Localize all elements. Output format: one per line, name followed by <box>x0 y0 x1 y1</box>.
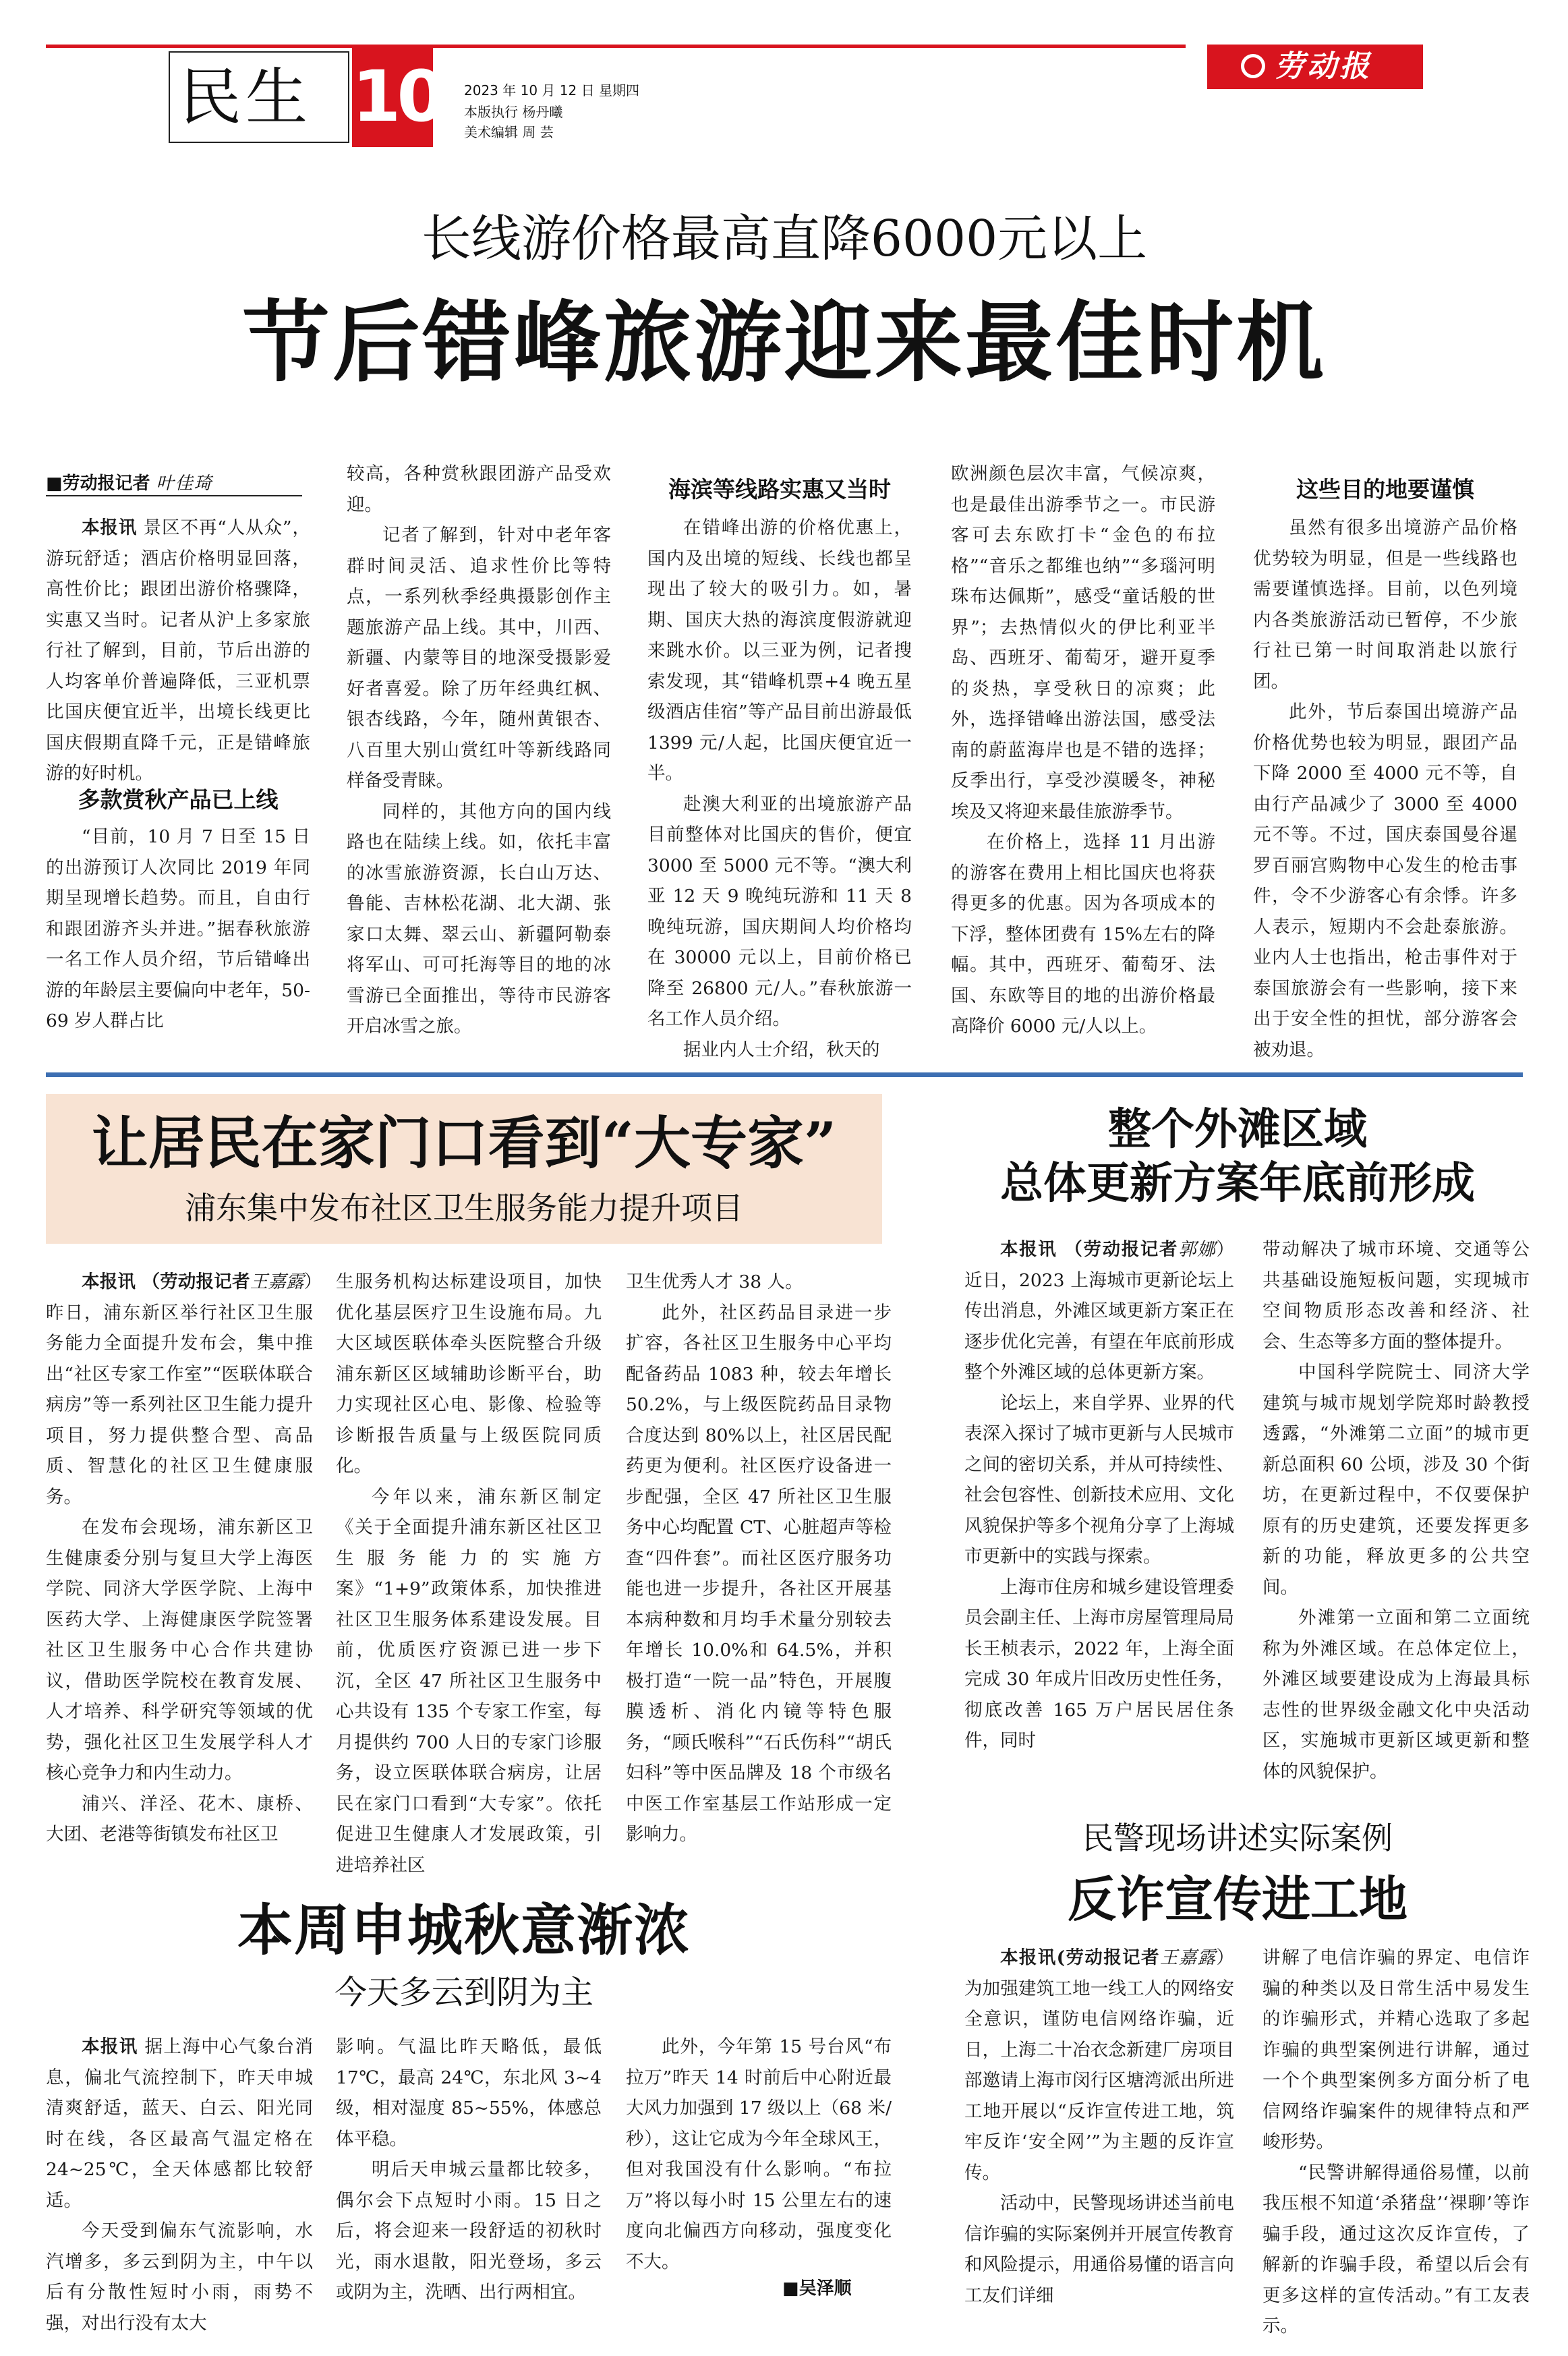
paragraph: 较高，各种赏秋跟团游产品受欢迎。 <box>347 463 611 515</box>
paragraph: 虽然有很多出境游产品价格优势较为明显，但是一些线路也需要谨慎选择。目前，以色列境内各类旅游活动已暂停，不少旅行社已第一时间取消赴以旅行团。 <box>1253 517 1517 692</box>
paragraph: 记者了解到，针对中老年客群时间灵活、追求性价比等特点，一系列秋季经典摄影创作主题旅游产品上线。其中，川西、新疆、内蒙等目的地深受摄影爱好者喜爱。除了历年经典红枫、银杏线路，今年，随州黄银杏、八百里大别山赏红叶等新线路同样备受青睐。 <box>347 525 611 791</box>
byline-name: 叶佳琦 <box>156 473 213 494</box>
paragraph: 外滩第一立面和第二立面统称为外滩区域。在总体定位上，外滩区域要建设成为上海最具标志性的世界级金融文化中央活动区，实施城市更新区域更新和整体的风貌保护。 <box>1262 1607 1530 1782</box>
article3-col1 <box>964 1234 1234 1756</box>
article3-col2 <box>1262 1234 1530 1787</box>
paragraph: ）昨日，浦东新区举行社区卫生服务能力全面提升发布会，集中推出“社区专家工作室”“医联体联合病房”等一系列社区卫生能力提升项目，努力提供整合型、高品质、智慧化的社区卫生健康服务。 <box>46 1271 314 1507</box>
top-red-rule <box>46 45 1186 48</box>
paragraph: 明后天申城云量都比较多，偶尔会下点短时小雨。15 日之后，将会迎来一段舒适的初秋时光，雨水退散，阳光登场，多云或阴为主，洗晒、出行两相宜。 <box>336 2159 602 2303</box>
paragraph: 在错峰出游的价格优惠上，国内及出境的短线、长线也都呈现出了较大的吸引力。如，暑期、国庆大热的海滨度假游就迎来跳水价。以三亚为例，记者搜索发现，其“错峰机票+4 晚五星级酒店佳宿”等产品目前出游最低 1399 元/人起，比国庆便宜近一半。 <box>647 517 912 784</box>
paragraph: 景区不再“人从众”，游玩舒适；酒店价格明显回落，高性价比；跟团出游价格骤降，实惠又当时。记者从沪上多家旅行社了解到，目前，节后出游的人均客单价普遍降低，三亚机票比国庆便宜近半，出境长线更比国庆假期直降千元，正是错峰旅游的好时机。 <box>46 517 310 784</box>
article4-col3 <box>626 2032 892 2277</box>
article4-col1 <box>46 2032 313 2338</box>
paragraph: 讲解了电信诈骗的界定、电信诈骗的种类以及日常生活中易发生的诈骗形式，并精心选取了多起诈骗的典型案例进行讲解，通过一个个典型案例多方面分析了电信网络诈骗案件的规律特点和严峻形势。 <box>1262 1947 1530 2152</box>
paragraph: ）为加强建筑工地一线工人的网络安全意识，谨防电信网络诈骗，近日，上海二十冶衣念新建厂房项目部邀请上海市闵行区塘湾派出所进工地开展以“反诈宣传进工地，筑牢反诈‘安全网’”为主题的反诈宣传。 <box>964 1947 1235 2183</box>
article1-byline <box>46 469 302 494</box>
lead-label: 本报讯 <box>82 517 138 538</box>
article3-headline-2: 总体更新方案年底前形成 <box>1000 1158 1475 1209</box>
paragraph: 此外，节后泰国出境游产品价格优势也较为明显，跟团产品下降 2000 至 4000 元不等，自由行产品减少了 3000 至 4000 元不等。不过，国庆泰国曼谷暹罗百丽宫购物中心发生的枪击事件，令不少游客心有余悸。许多人表示，短期内不会赴泰旅游。业内人士也指出，枪击事件对于泰国旅游会有一些影响，接下来出于安全性的担忧，部分游客会被劝退。 <box>1253 701 1517 1060</box>
paragraph: 浦兴、洋泾、花木、康桥、大团、老港等街镇发布社区卫 <box>46 1793 313 1845</box>
article5-col2 <box>1262 1943 1530 2342</box>
paragraph: 今年以来，浦东新区制定《关于全面提升浦东新区社区卫生服务能力的实施方案》“1+9”政策体系，加快推进社区卫生服务体系建设发展。目前，优质医疗资源已进一步下沉，全区 47 所社区卫生服务中心共设有 135 个专家工作室，每月提供约 700 人日的专家门诊服务，设立医联体联合病房，让居民在家门口看到“大专家”。依托促进卫生健康人才发展政策，引进培养社区 <box>336 1486 602 1876</box>
editor-line: 本版执行 杨丹曦 <box>464 104 563 120</box>
byline-name: 王嘉露 <box>250 1271 304 1292</box>
byline-prefix: 本报讯 （劳动报记者 <box>82 1271 250 1292</box>
paragraph: “民警讲解得通俗易懂，以前我压根不知道‘杀猪盘’‘裸聊’等诈骗手段，通过这次反诈宣传，了解新的诈骗手段，希望以后会有更多这样的宣传活动。”有工友表示。 <box>1262 2162 1530 2336</box>
paragraph: 论坛上，来自学界、业界的代表深入探讨了城市更新与人民城市之间的密切关系，并从可持续性、社会包容性、创新技术应用、文化风貌保护等多个视角分享了上海城市更新中的实践与探索。 <box>964 1392 1234 1567</box>
paragraph: 在发布会现场，浦东新区卫生健康委分别与复旦大学上海医学院、同济大学医学院、上海中医药大学、上海健康医学院签署社区卫生服务中心合作共建协议，借助医学院校在教育发展、人才培养、科学研究等领域的优势，强化社区卫生发展学科人才核心竞争力和内生动力。 <box>46 1517 313 1783</box>
article1-headline: 节后错峰旅游迎来最佳时机 <box>241 291 1327 394</box>
article2-headline: 让居民在家门口看到“大专家” <box>91 1110 837 1176</box>
paragraph: 此外，今年第 15 号台风“布拉万”昨天 14 时前后中心附近最大风力加强到 17 级以上（68 米/秒），这让它成为今年全球风王，但对我国没有什么影响。“布拉万”将以每小时 15 公里左右的速度向北偏西方向移动，强度变化不大。 <box>626 2036 892 2272</box>
paper-logo-icon <box>1241 54 1265 78</box>
paragraph: “目前，10 月 7 日至 15 日的出游预订人次同比 2019 年同期呈现增长趋势。而且，自由行和跟团游齐头并进。”据春秋旅游一名工作人员介绍，节后错峰出游的年龄层主要偏向中老年，50-69 岁人群占比 <box>46 826 310 1031</box>
paragraph: 赴澳大利亚的出境旅游产品目前整体对比国庆的售价，便宜 3000 至 5000 元不等。“澳大利亚 12 天 9 晚纯玩游和 11 天 8 晚纯玩游，国庆期间人均价格均在 30000 元以上，目前价格已降至 26800 元/人。”春秋旅游一名工作人员介绍。 <box>647 793 912 1029</box>
paragraph: 据上海中心气象台消息，偏北气流控制下，昨天申城清爽舒适，蓝天、白云、阳光同时在线，各区最高气温定格在 24~25℃，全天体感都比较舒适。 <box>46 2036 313 2211</box>
article2-col1 <box>46 1267 313 1850</box>
article5-col1 <box>964 1943 1234 2311</box>
article2-subhead: 浦东集中发布社区卫生服务能力提升项目 <box>185 1190 743 1226</box>
article1-col3 <box>647 513 912 1065</box>
article1-kicker: 长线游价格最高直降6000元以上 <box>421 210 1148 268</box>
article4-col2 <box>336 2032 602 2308</box>
article2-col2 <box>336 1267 602 1880</box>
article1-subhead-1: 多款赏秋产品已上线 <box>78 786 279 813</box>
article3-headline-1: 整个外滩区域 <box>1108 1104 1367 1155</box>
article4-subhead: 今天多云到阴为主 <box>334 1974 593 2011</box>
paragraph: 同样的，其他方向的国内线路也在陆续上线。如，依托丰富的冰雪旅游资源，长白山万达、鲁能、吉林松花湖、北大湖、张家口太舞、翠云山、新疆阿勒泰将军山、可可托海等目的地的冰雪游已全面推出，等待市民游客开启冰雪之旅。 <box>347 801 611 1037</box>
paragraph: 此外，社区药品目录进一步扩容，各社区卫生服务中心平均配备药品 1083 种，较去年增长 50.2%，与上级医院药品目录物合度达到 80%以上，社区居民配药更为便利。社区医疗设备进一步配强，全区 47 所社区卫生服务中心均配置 CT、心脏超声等检查“四件套”。而社区医疗服务功能也进一步提升，各社区开展基本病种数和月均手术量分别较去年增长 10.0%和 64.5%，并积极打造“一院一品”特色，开展腹膜透析、消化内镜等特色服务，“顾氏喉科”“石氏伤科”“胡氏妇科”等中医品牌及 18 个市级名中医工作室基层工作站形成一定影响力。 <box>626 1302 892 1845</box>
designer-line: 美术编辑 周 芸 <box>464 124 554 140</box>
lead-label: 本报讯 <box>82 2036 138 2057</box>
paragraph: 据业内人士介绍，秋天的 <box>683 1039 880 1060</box>
byline-name: 郭娜 <box>1178 1239 1217 1260</box>
section-name: 民生 <box>179 61 312 134</box>
article2-col3 <box>626 1267 892 1850</box>
paragraph: 今天受到偏东气流影响，水汽增多，多云到阴为主，中午以后有分散性短时小雨，雨势不强，对出行没有太大 <box>46 2220 313 2334</box>
paragraph: ）近日，2023 上海城市更新论坛上传出消息，外滩区域更新方案正在逐步优化完善，有望在年底前形成整个外滩区域的总体更新方案。 <box>964 1239 1234 1383</box>
article5-headline: 反诈宣传进工地 <box>1067 1870 1407 1928</box>
article1-subhead-2: 海滨等线路实惠又当时 <box>668 476 891 502</box>
paragraph: 带动解决了城市环境、交通等公共基础设施短板问题，实现城市空间物质形态改善和经济、社会、生态等多方面的整体提升。 <box>1262 1239 1530 1352</box>
paragraph: 在价格上，选择 11 月出游的游客在费用上相比国庆也将获得更多的优惠。因为各项成本的下浮，整体团费有 15%左右的降幅。其中，西班牙、葡萄牙、法国、东欧等目的地的出游价格最高降价 6000 元/人以上。 <box>951 832 1215 1037</box>
paragraph: 中国科学院院士、同济大学建筑与城市规划学院郑时龄教授透露，“外滩第二立面”的城市更新总面积 60 公顷，涉及 30 个街坊，在更新过程中，不仅要保护原有的历史建筑，还要发挥更多新的功能，释放更多的公共空间。 <box>1262 1362 1530 1598</box>
article1-col2 <box>347 459 611 1042</box>
byline-prefix: 本报讯(劳动报记者 <box>1000 1947 1160 1968</box>
article4-sign: ■吴泽顺 <box>782 2278 852 2299</box>
paragraph: 活动中，民警现场讲述当前电信诈骗的实际案例并开展宣传教育和风险提示，用通俗易懂的语言向工友们详细 <box>964 2193 1234 2306</box>
article4-headline: 本周申城秋意渐浓 <box>237 1898 691 1963</box>
paragraph: 影响。气温比昨天略低，最低 17℃，最高 24℃，东北风 3~4 级，相对湿度 85~55%，体感总体平稳。 <box>336 2036 602 2150</box>
article1-col5 <box>1253 513 1517 1065</box>
byline-underline <box>46 495 302 496</box>
article1-col4 <box>951 459 1215 1042</box>
paper-name: 劳动报 <box>1275 49 1372 84</box>
paragraph: 欧洲颜色层次丰富，气候凉爽，也是最佳出游季节之一。市民游客可去东欧打卡“金色的布拉格”“音乐之都维也纳”“多瑙河明珠布达佩斯”，感受“童话般的世界”；去热情似火的伊比利亚半岛、西班牙、葡萄牙，避开夏季的炎热，享受秋日的凉爽；此外，选择错峰出游法国，感受法南的蔚蓝海岸也是不错的选择；反季出行，享受沙漠暖冬，神秘埃及又将迎来最佳旅游季节。 <box>951 463 1215 822</box>
byline-label: ■劳动报记者 <box>46 473 150 494</box>
page-number: 10 <box>352 55 442 138</box>
byline-name: 王嘉露 <box>1159 1947 1217 1968</box>
byline-prefix: 本报讯 （劳动报记者 <box>1000 1239 1179 1260</box>
paragraph: 生服务机构达标建设项目，加快优化基层医疗卫生设施布局。九大区域医联体牵头医院整合升级浦东新区区域辅助诊断平台，助力实现社区心电、影像、检验等诊断报告质量与上级医院同质化。 <box>336 1271 602 1476</box>
article1-col1b <box>46 822 310 1037</box>
date-line: 2023 年 10 月 12 日 星期四 <box>464 82 639 98</box>
article5-kicker: 民警现场讲述实际案例 <box>1082 1820 1393 1856</box>
paragraph: 卫生优秀人才 38 人。 <box>626 1271 803 1292</box>
section-divider <box>46 1072 1523 1077</box>
article1-col1 <box>46 513 310 789</box>
article1-subhead-3: 这些目的地要谨慎 <box>1296 476 1474 502</box>
paragraph: 上海市住房和城乡建设管理委员会副主任、上海市房屋管理局局长王桢表示，2022 年，上海全面完成 30 年成片旧改历史性任务，彻底改善 165 万户居民居住条件，同时 <box>964 1576 1234 1751</box>
